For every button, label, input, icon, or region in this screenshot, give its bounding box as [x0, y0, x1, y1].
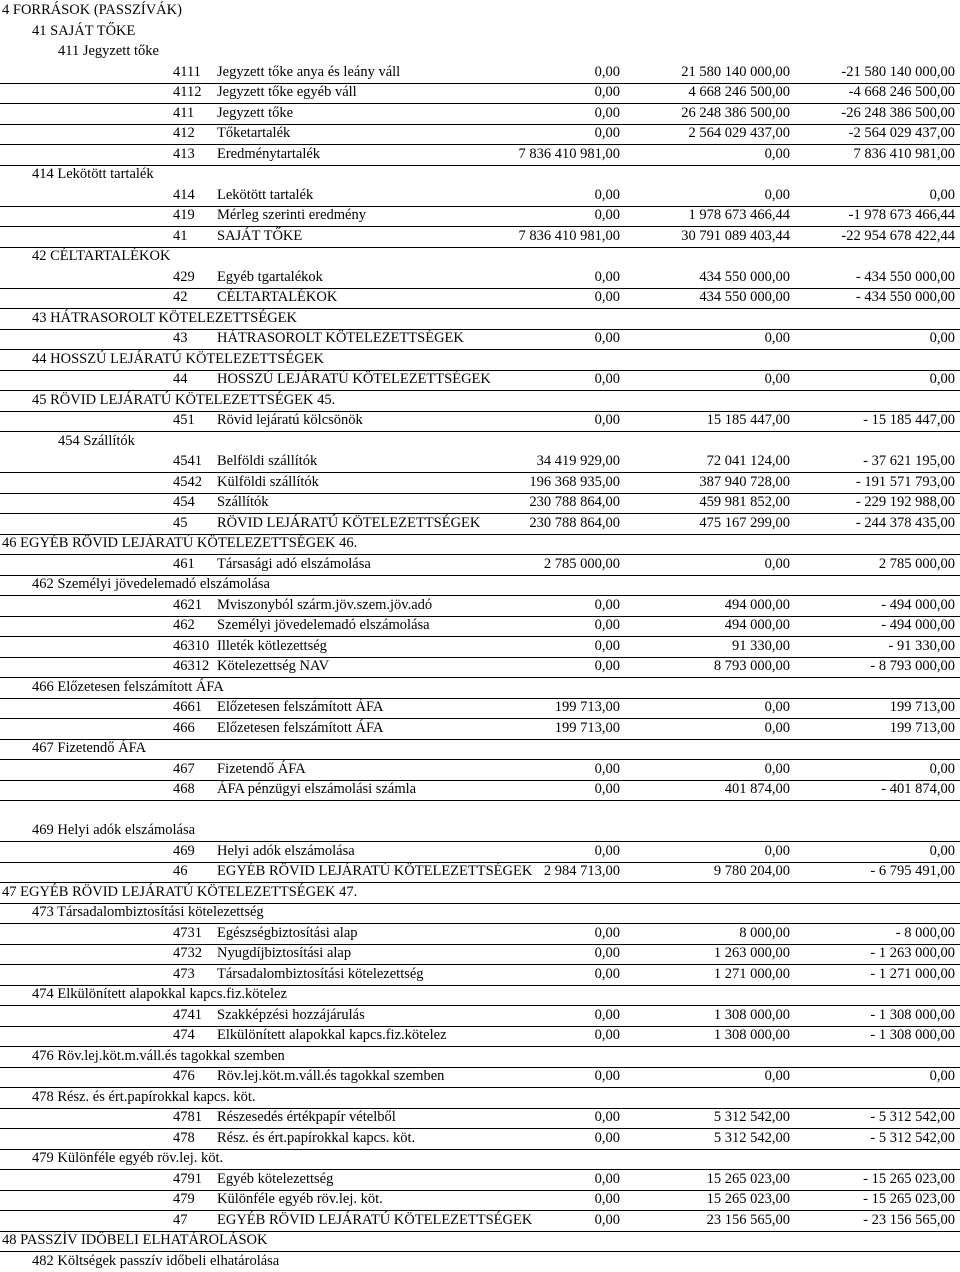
account-name: Eredménytartalék [217, 146, 321, 162]
account-code: 4791 [173, 1171, 202, 1187]
account-row [0, 492, 960, 514]
debit-value: 230 788 864,00 [529, 494, 620, 510]
account-name: Illeték kötlezettség [217, 638, 327, 654]
section-heading [0, 308, 960, 330]
section-heading [0, 1046, 960, 1068]
balance-value: - 37 621 195,00 [863, 453, 955, 469]
credit-value: 0,00 [764, 187, 790, 203]
credit-value: 0,00 [764, 1068, 790, 1084]
debit-value: 0,00 [594, 125, 620, 141]
balance-value: -22 954 678 422,44 [841, 228, 955, 244]
section-heading-text: 479 Különféle egyéb röv.lej. köt. [32, 1150, 224, 1166]
section-heading [0, 0, 960, 21]
account-name: ÁFA pénzügyi elszámolási számla [217, 781, 417, 797]
section-heading [0, 677, 960, 699]
section-heading [0, 738, 960, 760]
account-code: 466 [173, 720, 195, 736]
account-row [0, 636, 960, 658]
account-code: 468 [173, 781, 195, 797]
account-row [0, 554, 960, 576]
account-row [0, 718, 960, 740]
debit-value: 7 836 410 981,00 [518, 228, 620, 244]
debit-value: 0,00 [594, 658, 620, 674]
section-heading [0, 1251, 960, 1272]
credit-value: 0,00 [764, 556, 790, 572]
account-code: 4781 [173, 1109, 202, 1125]
account-name: SAJÁT TŐKE [217, 228, 303, 244]
account-name: Jegyzett tőke [217, 105, 294, 121]
account-row [0, 759, 960, 781]
account-code: 462 [173, 617, 195, 633]
account-row [0, 451, 960, 473]
account-code: 419 [173, 207, 195, 223]
account-code: 413 [173, 146, 195, 162]
credit-value: 23 156 565,00 [706, 1212, 790, 1228]
credit-value: 26 248 386 500,00 [681, 105, 790, 121]
credit-value: 1 308 000,00 [713, 1027, 790, 1043]
account-row [0, 62, 960, 84]
section-heading-text: 466 Előzetesen felszámított ÁFA [32, 679, 224, 695]
balance-value: -1 978 673 466,44 [848, 207, 955, 223]
account-row [0, 861, 960, 883]
balance-value: 0,00 [929, 330, 955, 346]
account-row [0, 513, 960, 535]
account-code: 4661 [173, 699, 202, 715]
account-code: 4112 [173, 84, 202, 100]
credit-value: 494 000,00 [724, 597, 790, 613]
account-name: Társadalombiztosítási kötelezettség [217, 966, 424, 982]
balance-value: 7 836 410 981,00 [853, 146, 955, 162]
account-row [0, 1128, 960, 1150]
balance-value: 199 713,00 [889, 720, 955, 736]
account-code: 4541 [173, 453, 202, 469]
account-name: Röv.lej.köt.m.váll.és tagokkal szemben [217, 1068, 445, 1084]
debit-value: 0,00 [594, 597, 620, 613]
account-name: Jegyzett tőke egyéb váll [217, 84, 357, 100]
balance-value: - 434 550 000,00 [855, 289, 955, 305]
account-code: 46 [173, 863, 188, 879]
account-code: 4741 [173, 1007, 202, 1023]
account-row [0, 1169, 960, 1191]
section-heading [0, 882, 960, 904]
account-code: 467 [173, 761, 195, 777]
account-name: Egyéb kötelezettség [217, 1171, 334, 1187]
credit-value: 387 940 728,00 [699, 474, 790, 490]
account-code: 478 [173, 1130, 195, 1146]
account-code: 47 [173, 1212, 188, 1228]
debit-value: 230 788 864,00 [529, 515, 620, 531]
debit-value: 0,00 [594, 781, 620, 797]
credit-value: 2 564 029 437,00 [688, 125, 790, 141]
debit-value: 0,00 [594, 412, 620, 428]
debit-value: 0,00 [594, 1130, 620, 1146]
balance-value: 199 713,00 [889, 699, 955, 715]
debit-value: 196 368 935,00 [529, 474, 620, 490]
account-code: 45 [173, 515, 188, 531]
balance-value: - 23 156 565,00 [863, 1212, 955, 1228]
account-row [0, 964, 960, 986]
balance-value: - 494 000,00 [881, 617, 955, 633]
section-heading-text: 478 Rész. és ért.papírokkal kapcs. köt. [32, 1089, 256, 1105]
debit-value: 0,00 [594, 187, 620, 203]
account-code: 4732 [173, 945, 202, 961]
account-row [0, 205, 960, 227]
section-heading [0, 1148, 960, 1170]
account-row [0, 1025, 960, 1047]
credit-value: 30 791 089 403,44 [681, 228, 790, 244]
debit-value: 199 713,00 [554, 699, 620, 715]
account-name: Különféle egyéb röv.lej. köt. [217, 1191, 383, 1207]
account-name: Kötelezettség NAV [217, 658, 330, 674]
credit-value: 0,00 [764, 146, 790, 162]
section-heading-text: 44 HOSSZÚ LEJÁRATÚ KÖTELEZETTSÉGEK [32, 351, 324, 367]
debit-value: 0,00 [594, 1191, 620, 1207]
account-code: 44 [173, 371, 188, 387]
account-code: 476 [173, 1068, 195, 1084]
account-code: 474 [173, 1027, 195, 1043]
account-name: Rész. és ért.papírokkal kapcs. köt. [217, 1130, 416, 1146]
credit-value: 1 978 673 466,44 [688, 207, 790, 223]
balance-value: - 5 312 542,00 [870, 1130, 955, 1146]
section-heading-text: 482 Költségek passzív időbeli elhatárolása [32, 1253, 280, 1269]
balance-value: - 91 330,00 [888, 638, 955, 654]
account-row [0, 123, 960, 145]
section-heading-text: 43 HÁTRASOROLT KÖTELEZETTSÉGEK [32, 310, 298, 326]
account-code: 46312 [173, 658, 210, 674]
debit-value: 0,00 [594, 966, 620, 982]
account-code: 43 [173, 330, 188, 346]
account-row [0, 1107, 960, 1129]
balance-value: - 15 185 447,00 [863, 412, 955, 428]
section-heading-text: 473 Társadalombiztosítási kötelezettség [32, 904, 264, 920]
credit-value: 1 271 000,00 [713, 966, 790, 982]
account-name: Egészségbiztosítási alap [217, 925, 358, 941]
account-code: 411 [173, 105, 195, 121]
account-name: Jegyzett tőke anya és leány váll [217, 64, 401, 80]
account-name: Mviszonyból szárm.jöv.szem.jöv.adó [217, 597, 433, 613]
credit-value: 1 263 000,00 [713, 945, 790, 961]
balance-value: - 229 192 988,00 [855, 494, 955, 510]
account-row [0, 287, 960, 309]
account-row [0, 226, 960, 248]
balance-value: - 5 312 542,00 [870, 1109, 955, 1125]
account-row [0, 923, 960, 945]
account-name: Belföldi szállítók [217, 453, 318, 469]
debit-value: 0,00 [594, 330, 620, 346]
balance-value: 0,00 [929, 187, 955, 203]
account-name: Nyugdíjbiztosítási alap [217, 945, 352, 961]
balance-value: - 8 000,00 [895, 925, 955, 941]
section-heading-text: 45 RÖVID LEJÁRATÚ KÖTELEZETTSÉGEK 45. [32, 392, 336, 408]
account-code: 4542 [173, 474, 202, 490]
account-code: 473 [173, 966, 195, 982]
account-code: 461 [173, 556, 195, 572]
account-name: Fizetendő ÁFA [217, 761, 306, 777]
balance-value: -21 580 140 000,00 [841, 64, 955, 80]
account-row [0, 472, 960, 494]
account-name: Helyi adók elszámolása [217, 843, 355, 859]
account-row [0, 185, 960, 207]
debit-value: 0,00 [594, 945, 620, 961]
debit-value: 0,00 [594, 761, 620, 777]
credit-value: 0,00 [764, 761, 790, 777]
balance-value: -4 668 246 500,00 [848, 84, 955, 100]
account-code: 46310 [173, 638, 210, 654]
account-name: Egyéb tgartalékok [217, 269, 323, 285]
account-code: 451 [173, 412, 195, 428]
account-row [0, 1189, 960, 1211]
credit-value: 4 668 246 500,00 [688, 84, 790, 100]
section-heading [0, 164, 960, 185]
account-name: EGYÉB RÖVID LEJÁRATÚ KÖTELEZETTSÉGEK [217, 1212, 533, 1228]
debit-value: 0,00 [594, 289, 620, 305]
credit-value: 475 167 299,00 [699, 515, 790, 531]
account-name: Részesedés értékpapír vételből [217, 1109, 396, 1125]
credit-value: 91 330,00 [732, 638, 790, 654]
account-row [0, 779, 960, 801]
section-heading [0, 21, 960, 42]
balance-value: - 15 265 023,00 [863, 1191, 955, 1207]
debit-value: 0,00 [594, 1027, 620, 1043]
balance-value: -2 564 029 437,00 [848, 125, 955, 141]
section-heading-text: 42 CÉLTARTALÉKOK [32, 248, 171, 264]
section-heading [0, 1087, 960, 1109]
debit-value: 199 713,00 [554, 720, 620, 736]
account-row [0, 656, 960, 678]
account-name: Elkülönített alapokkal kapcs.fiz.kötelez [217, 1027, 447, 1043]
credit-value: 0,00 [764, 699, 790, 715]
credit-value: 0,00 [764, 330, 790, 346]
account-code: 4731 [173, 925, 202, 941]
credit-value: 0,00 [764, 720, 790, 736]
credit-value: 8 793 000,00 [713, 658, 790, 674]
section-heading [0, 41, 960, 62]
account-row [0, 82, 960, 104]
credit-value: 1 308 000,00 [713, 1007, 790, 1023]
account-code: 469 [173, 843, 195, 859]
account-code: 41 [173, 228, 188, 244]
debit-value: 0,00 [594, 925, 620, 941]
credit-value: 434 550 000,00 [699, 269, 790, 285]
debit-value: 0,00 [594, 1007, 620, 1023]
balance-value: - 401 874,00 [881, 781, 955, 797]
balance-value: 0,00 [929, 371, 955, 387]
debit-value: 0,00 [594, 105, 620, 121]
account-code: 4621 [173, 597, 202, 613]
balance-value: - 191 571 793,00 [855, 474, 955, 490]
debit-value: 2 984 713,00 [543, 863, 620, 879]
section-heading-text: 454 Szállítók [58, 433, 135, 449]
account-name: Előzetesen felszámított ÁFA [217, 720, 384, 736]
debit-value: 0,00 [594, 1171, 620, 1187]
section-heading-text: 414 Lekötött tartalék [32, 166, 154, 182]
debit-value: 0,00 [594, 1068, 620, 1084]
balance-value: 0,00 [929, 1068, 955, 1084]
balance-value: - 1 308 000,00 [870, 1007, 955, 1023]
section-heading-text: 476 Röv.lej.köt.m.váll.és tagokkal szemben [32, 1048, 285, 1064]
balance-value: - 6 795 491,00 [870, 863, 955, 879]
balance-value: 2 785 000,00 [878, 556, 955, 572]
account-row [0, 1210, 960, 1232]
debit-value: 0,00 [594, 1109, 620, 1125]
account-code: 42 [173, 289, 188, 305]
debit-value: 0,00 [594, 84, 620, 100]
section-heading [0, 390, 960, 412]
credit-value: 0,00 [764, 371, 790, 387]
account-name: Külföldi szállítók [217, 474, 319, 490]
account-name: EGYÉB RÖVID LEJÁRATÚ KÖTELEZETTSÉGEK [217, 863, 533, 879]
credit-value: 401 874,00 [724, 781, 790, 797]
account-code: 479 [173, 1191, 195, 1207]
section-heading-text: 4 FORRÁSOK (PASSZÍVÁK) [2, 2, 182, 18]
account-row [0, 1005, 960, 1027]
debit-value: 0,00 [594, 371, 620, 387]
section-heading-text: 47 EGYÉB RÖVID LEJÁRATÚ KÖTELEZETTSÉGEK 47. [2, 884, 358, 900]
account-name: RÖVID LEJÁRATÚ KÖTELEZETTSÉGEK [217, 515, 481, 531]
account-code: 412 [173, 125, 195, 141]
credit-value: 8 000,00 [739, 925, 790, 941]
section-heading-text: 462 Személyi jövedelemadó elszámolása [32, 576, 270, 592]
debit-value: 0,00 [594, 207, 620, 223]
account-name: Mérleg szerinti eredmény [217, 207, 366, 223]
account-name: Szállítók [217, 494, 269, 510]
section-heading-text: 48 PASSZÍV IDŐBELI ELHATÁROLÁSOK [2, 1232, 268, 1248]
section-heading [0, 349, 960, 371]
credit-value: 0,00 [764, 843, 790, 859]
section-heading-text: 411 Jegyzett tőke [58, 43, 159, 59]
debit-value: 7 836 410 981,00 [518, 146, 620, 162]
account-name: Lekötött tartalék [217, 187, 314, 203]
section-heading [0, 902, 960, 924]
account-code: 414 [173, 187, 195, 203]
account-name: HOSSZÚ LEJÁRATÚ KÖTELEZETTSÉGEK [217, 371, 491, 387]
credit-value: 5 312 542,00 [713, 1130, 790, 1146]
debit-value: 34 419 929,00 [536, 453, 620, 469]
balance-value: - 434 550 000,00 [855, 269, 955, 285]
account-code: 454 [173, 494, 195, 510]
credit-value: 459 981 852,00 [699, 494, 790, 510]
debit-value: 0,00 [594, 617, 620, 633]
section-heading [0, 431, 960, 452]
account-row [0, 841, 960, 863]
account-row [0, 328, 960, 350]
balance-value: - 244 378 435,00 [855, 515, 955, 531]
balance-value: -26 248 386 500,00 [841, 105, 955, 121]
debit-value: 0,00 [594, 64, 620, 80]
debit-value: 0,00 [594, 1212, 620, 1228]
account-code: 4111 [173, 64, 201, 80]
credit-value: 494 000,00 [724, 617, 790, 633]
section-heading-text: 474 Elkülönített alapokkal kapcs.fiz.kötelez [32, 986, 287, 1002]
balance-value: - 1 263 000,00 [870, 945, 955, 961]
credit-value: 21 580 140 000,00 [681, 64, 790, 80]
account-row [0, 943, 960, 965]
credit-value: 72 041 124,00 [706, 453, 790, 469]
account-row [0, 697, 960, 719]
account-row [0, 144, 960, 166]
account-name: Személyi jövedelemadó elszámolása [217, 617, 430, 633]
account-name: Tőketartalék [217, 125, 291, 141]
section-heading-text: 467 Fizetendő ÁFA [32, 740, 147, 756]
section-heading [0, 1230, 960, 1252]
account-row [0, 615, 960, 637]
balance-value: - 1 271 000,00 [870, 966, 955, 982]
credit-value: 5 312 542,00 [713, 1109, 790, 1125]
credit-value: 15 265 023,00 [706, 1191, 790, 1207]
section-heading-text: 46 EGYÉB RÖVID LEJÁRATÚ KÖTELEZETTSÉGEK 46. [2, 535, 358, 551]
section-heading [0, 246, 960, 267]
account-row [0, 369, 960, 391]
balance-value: 0,00 [929, 761, 955, 777]
account-name: Társasági adó elszámolása [217, 556, 371, 572]
account-name: Szakképzési hozzájárulás [217, 1007, 365, 1023]
section-heading [0, 533, 960, 555]
account-row [0, 267, 960, 289]
debit-value: 0,00 [594, 843, 620, 859]
credit-value: 15 265 023,00 [706, 1171, 790, 1187]
section-heading-text: 469 Helyi adók elszámolása [32, 822, 196, 838]
account-code: 429 [173, 269, 195, 285]
account-name: HÁTRASOROLT KÖTELEZETTSÉGEK [217, 330, 464, 346]
balance-value: - 1 308 000,00 [870, 1027, 955, 1043]
account-row [0, 410, 960, 432]
account-row [0, 595, 960, 617]
section-heading-text: 41 SAJÁT TŐKE [32, 23, 136, 39]
account-name: Előzetesen felszámított ÁFA [217, 699, 384, 715]
debit-value: 0,00 [594, 269, 620, 285]
debit-value: 2 785 000,00 [543, 556, 620, 572]
balance-value: - 8 793 000,00 [870, 658, 955, 674]
section-heading [0, 574, 960, 596]
account-row [0, 1066, 960, 1088]
account-name: CÉLTARTALÉKOK [217, 289, 338, 305]
credit-value: 15 185 447,00 [706, 412, 790, 428]
debit-value: 0,00 [594, 638, 620, 654]
account-name: Rövid lejáratú kölcsönök [217, 412, 363, 428]
section-heading [0, 984, 960, 1006]
balance-value: - 494 000,00 [881, 597, 955, 613]
credit-value: 434 550 000,00 [699, 289, 790, 305]
section-heading [0, 820, 960, 842]
account-row [0, 103, 960, 125]
credit-value: 9 780 204,00 [713, 863, 790, 879]
balance-value: - 15 265 023,00 [863, 1171, 955, 1187]
balance-value: 0,00 [929, 843, 955, 859]
